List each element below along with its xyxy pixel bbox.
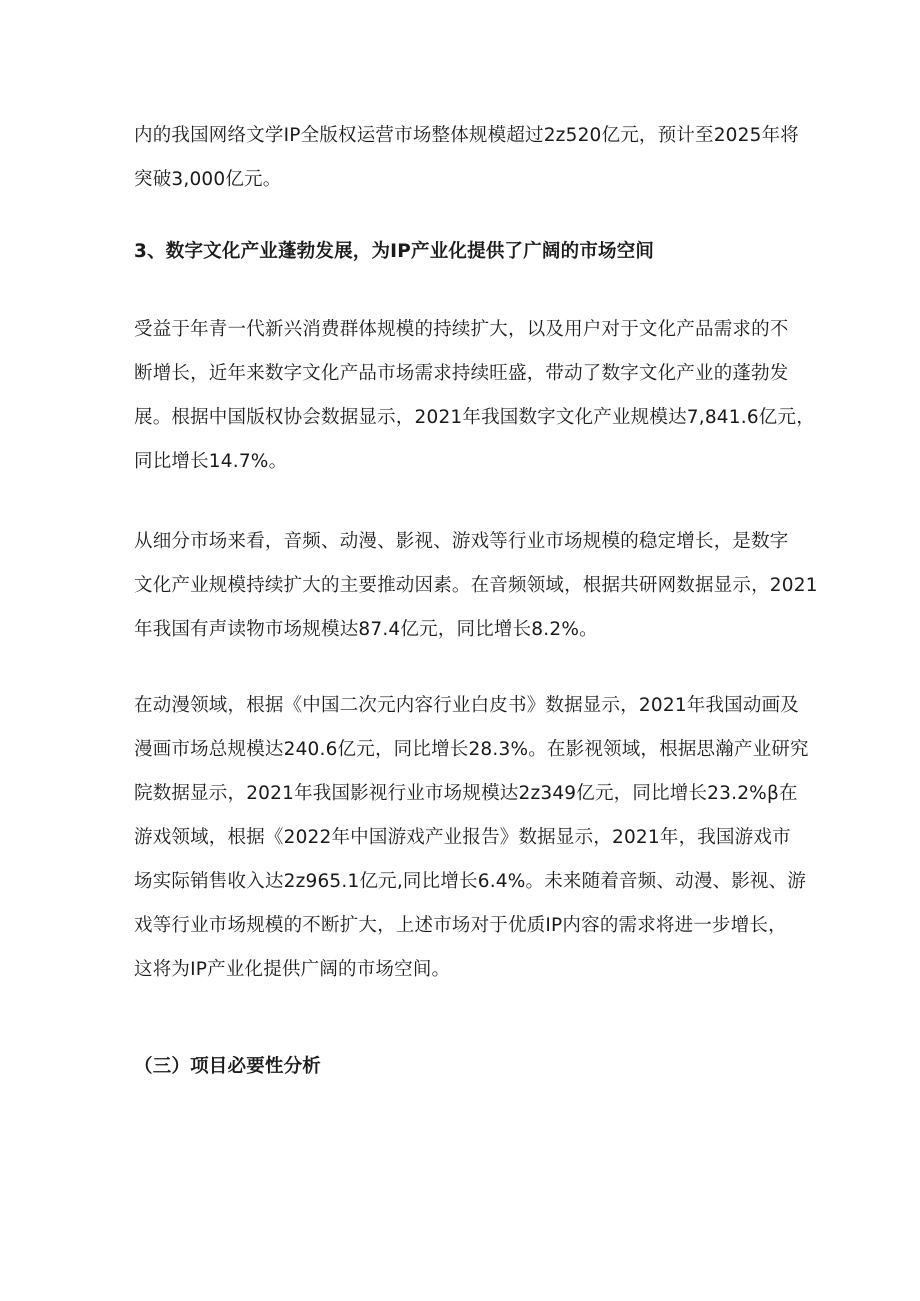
text-line: 展。根据中国版权协会数据显示，2021年我国数字文化产业规模达7,841.6亿元， xyxy=(134,407,815,428)
paragraph-segment-markets xyxy=(134,520,818,652)
text-line: 游戏领域，根据《2022年中国游戏产业报告》数据显示，2021年，我国游戏市 xyxy=(134,827,791,848)
text-line: 院数据显示，2021年我国影视行业市场规模达2z349亿元，同比增长23.2%β在 xyxy=(134,783,798,804)
text-line: 文化产业规模持续扩大的主要推动因素。在音频领域，根据共研网数据显示，2021 xyxy=(134,575,818,596)
paragraph-digital-culture-growth xyxy=(134,308,815,484)
text-line: 年我国有声读物市场规模达87.4亿元，同比增长8.2%。 xyxy=(134,619,598,640)
section-heading-project-necessity: （三）项目必要性分析 xyxy=(134,1056,322,1077)
text-line: 戏等行业市场规模的不断扩大，上述市场对于优质IP内容的需求将进一步增长， xyxy=(134,915,787,936)
paragraph-animation-film-games xyxy=(134,684,809,992)
paragraph-ip-market-scale xyxy=(134,114,799,202)
text-line: 受益于年青一代新兴消费群体规模的持续扩大，以及用户对于文化产品需求的不 xyxy=(134,319,789,340)
text-line: 从细分市场来看，音频、动漫、影视、游戏等行业市场规模的稳定增长，是数字 xyxy=(134,531,789,552)
text-line: 这将为IP产业化提供广阔的市场空间。 xyxy=(134,959,451,980)
section-heading-digital-culture: 3、数字文化产业蓬勃发展，为IP产业化提供了广阔的市场空间 xyxy=(134,241,655,262)
text-line: 在动漫领域，根据《中国二次元内容行业白皮书》数据显示，2021年我国动画及 xyxy=(134,695,799,716)
text-line: 断增长，近年来数字文化产品市场需求持续旺盛，带动了数字文化产业的蓬勃发 xyxy=(134,363,789,384)
text-line: 漫画市场总规模达240.6亿元，同比增长28.3%。在影视领域，根据思瀚产业研究 xyxy=(134,739,809,760)
text-line: 突破3,000亿元。 xyxy=(134,169,282,190)
text-line: 内的我国网络文学IP全版权运营市场整体规模超过2z520亿元，预计至2025年将 xyxy=(134,125,799,146)
text-line: 同比增长14.7%。 xyxy=(134,451,288,472)
text-line: 场实际销售收入达2z965.1亿元,同比增长6.4%。未来随着音频、动漫、影视、游 xyxy=(134,871,807,892)
